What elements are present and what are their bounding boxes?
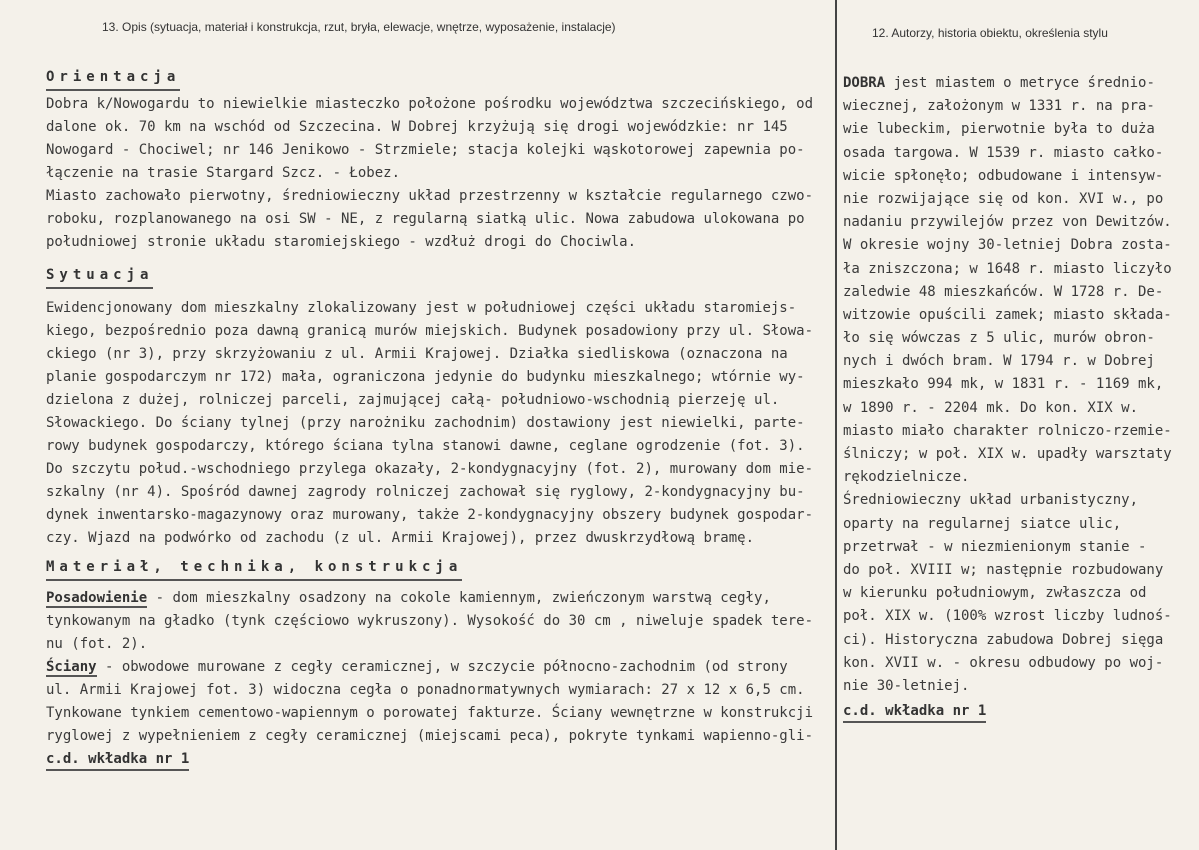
text-line: w kierunku południowym, zwłaszcza od bbox=[843, 585, 1147, 602]
text-span: - dom mieszkalny osadzony na cokole kamiennym, zwieńczonym warstwą cegły, bbox=[147, 590, 771, 606]
sytuacja-paragraph bbox=[46, 297, 831, 550]
text-line: osada targowa. W 1539 r. miasto całko- bbox=[843, 144, 1164, 161]
section-13-header: 13. Opis (sytuacja, materiał i konstrukcja, rzut, bryła, elewacje, wnętrze, wyposażenie, instalacje) bbox=[102, 20, 616, 34]
text-line: ci). Historyczna zabudowa Dobrej sięga bbox=[843, 631, 1164, 648]
text-line: planie gospodarczym nr 172) mała, ograniczona jedynie do budynku mieszkalnego; wtórnie wy- bbox=[46, 369, 805, 385]
text-line: wiecznej, założonym w 1331 r. na pra- bbox=[843, 98, 1155, 115]
text-line: nadaniu przywilejów przez von Dewitzów. bbox=[843, 214, 1172, 231]
text-line: wicie spłonęło; odbudowane i intensyw- bbox=[843, 167, 1164, 184]
text-line: witzowie opuścili zamek; miasto składa- bbox=[843, 306, 1172, 323]
text-line: Ewidencjonowany dom mieszkalny zlokalizowany jest w południowej części układu staromiejs- bbox=[46, 300, 797, 316]
text-line: W okresie wojny 30-letniej Dobra zosta- bbox=[843, 237, 1172, 254]
text-line: dzielona z dużej, rolniczej parceli, zajmującej całą- południowo-wschodnią pierzeję ul. bbox=[46, 392, 780, 408]
text-line: ślniczy; w poł. XIX w. upadły warsztaty bbox=[843, 446, 1172, 462]
text-span: - obwodowe murowane z cegły ceramicznej, w szczycie północno-zachodnim (od strony bbox=[96, 659, 788, 675]
text-line: zaledwie 48 mieszkańców. W 1728 r. De- bbox=[843, 283, 1164, 300]
text-line: oparty na regularnej siatce ulic, bbox=[843, 515, 1122, 532]
sytuacja-heading: Sytuacja bbox=[46, 264, 153, 289]
text-line: kiego, bezpośrednio poza dawną granicą murów miejskich. Budynek posadowiony przy ul. Słowa- bbox=[46, 323, 814, 339]
sciany-line bbox=[46, 656, 831, 679]
text-line: rękodzielnicze. bbox=[843, 469, 970, 486]
continuation-note: c.d. wkładka nr 1 bbox=[843, 701, 986, 723]
text-line: kon. XVII w. - okresu odbudowy po woj- bbox=[843, 654, 1164, 671]
text-line: nie rozwijające się od kon. XVI w., po bbox=[843, 190, 1164, 207]
text-line: tynkowanym na gładko (tynk częściowo wykruszony). Wysokość do 30 cm , niweluje spadek tere- bbox=[46, 613, 814, 629]
text-line: nych i dwóch bram. W 1794 r. w Dobrej bbox=[843, 353, 1155, 370]
text-line: szkalny (nr 4). Spośród dawnej zagrody rolniczej zachował się ryglowy, 2-kondygnacyjny bu- bbox=[46, 484, 805, 500]
history-first-line bbox=[843, 72, 1183, 95]
posadowienie-line bbox=[46, 587, 831, 610]
text-line: Do szczytu połud.-wschodniego przylega okazały, 2-kondygnacyjny (fot. 2), murowany dom mie- bbox=[46, 461, 814, 477]
posadowienie-term: Posadowienie bbox=[46, 590, 148, 606]
text-line: Średniowieczny układ urbanistyczny, bbox=[843, 492, 1139, 509]
text-line: nu (fot. 2). bbox=[46, 636, 148, 652]
orientacja-paragraph bbox=[46, 93, 831, 254]
text-line: ckiego (nr 3), przy skrzyżowaniu z ul. Armii Krajowej. Działka siedliskowa (oznaczona na bbox=[46, 346, 788, 362]
material-paragraph bbox=[46, 587, 831, 770]
text-line: ul. Armii Krajowej fot. 3) widoczna cegła o ponadnormatywnych wymiarach: 27 x 12 x 6,5 cm. bbox=[46, 682, 805, 698]
text-line: ło się wówczas z 5 ulic, murów obron- bbox=[843, 330, 1155, 347]
text-line: rowy budynek gospodarczy, którego ściana tylna stanowi dawne, ceglane ogrodzenie (fot. 3). bbox=[46, 438, 805, 454]
text-line: do poł. XVIII w; następnie rozbudowany bbox=[843, 561, 1164, 578]
town-name: DOBRA bbox=[843, 75, 886, 91]
text-line: łączenie na trasie Stargard Szcz. - Łobez. bbox=[46, 165, 401, 181]
continuation-note: c.d. wkładka nr 1 bbox=[46, 749, 189, 771]
text-line: w 1890 r. - 2204 mk. Do kon. XIX w. bbox=[843, 399, 1139, 416]
text-line: Nowogard - Chociwel; nr 146 Jenikowo - Strzmiele; stacja kolejki wąskotorowej zapewnia po- bbox=[46, 142, 805, 158]
text-line: dynek inwentarsko-magazynowy oraz murowany, także 2-kondygnacyjny obszery budynek gospodar- bbox=[46, 507, 814, 523]
text-line: nie 30-letniej. bbox=[843, 677, 970, 694]
orientacja-heading: Orientacja bbox=[46, 66, 180, 91]
text-line: Miasto zachowało pierwotny, średniowieczny układ przestrzenny w kształcie regularnego czwo- bbox=[46, 188, 814, 204]
section-12-header: 12. Autorzy, historia obiektu, określenia stylu bbox=[872, 26, 1108, 40]
column-divider bbox=[835, 0, 837, 850]
text-line: Słowackiego. Do ściany tylnej (przy narożniku zachodnim) dostawiony jest niewielki, parte- bbox=[46, 415, 805, 431]
text-span: jest miastem o metryce średnio- bbox=[885, 75, 1155, 91]
material-heading: Materiał, technika, konstrukcja bbox=[46, 556, 462, 581]
text-line: wie lubeckim, pierwotnie była to duża bbox=[843, 121, 1155, 138]
text-line: dalone ok. 70 km na wschód od Szczecina. W Dobrej krzyżują się drogi wojewódzkie: nr 145 bbox=[46, 119, 788, 135]
text-line: Dobra k/Nowogardu to niewielkie miasteczko położone pośrodku województwa szczecińskiego, od bbox=[46, 96, 814, 112]
history-column bbox=[843, 72, 1183, 722]
text-line: Tynkowane tynkiem cementowo-wapiennym o porowatej fakturze. Ściany wewnętrzne w konstrukcji bbox=[46, 705, 814, 721]
text-line: roboku, rozplanowanego na osi SW - NE, z regularną siatką ulic. Nowa zabudowa ulokowana po bbox=[46, 211, 805, 227]
text-line: ryglowej z wypełnieniem z cegły ceramicznej (miejscami peca), pokryte tynkami wapienno-gli- bbox=[46, 728, 814, 744]
sciany-term: Ściany bbox=[46, 659, 97, 675]
text-line: południowej stronie układu staromiejskiego - wzdłuż drogi do Chociwla. bbox=[46, 234, 637, 250]
text-line: czy. Wjazd na podwórko od zachodu (z ul. Armii Krajowej), przez dwuskrzydłową bramę. bbox=[46, 530, 755, 546]
text-line: ła zniszczona; w 1648 r. miasto liczyło bbox=[843, 260, 1172, 277]
text-line: miasto miało charakter rolniczo-rzemie- bbox=[843, 422, 1172, 439]
text-line: mieszkało 994 mk, w 1831 r. - 1169 mk, bbox=[843, 376, 1164, 393]
text-line: poł. XIX w. (100% wzrost liczby ludnoś- bbox=[843, 608, 1172, 625]
description-column bbox=[46, 64, 831, 770]
text-line: przetrwał - w niezmienionym stanie - bbox=[843, 538, 1147, 555]
